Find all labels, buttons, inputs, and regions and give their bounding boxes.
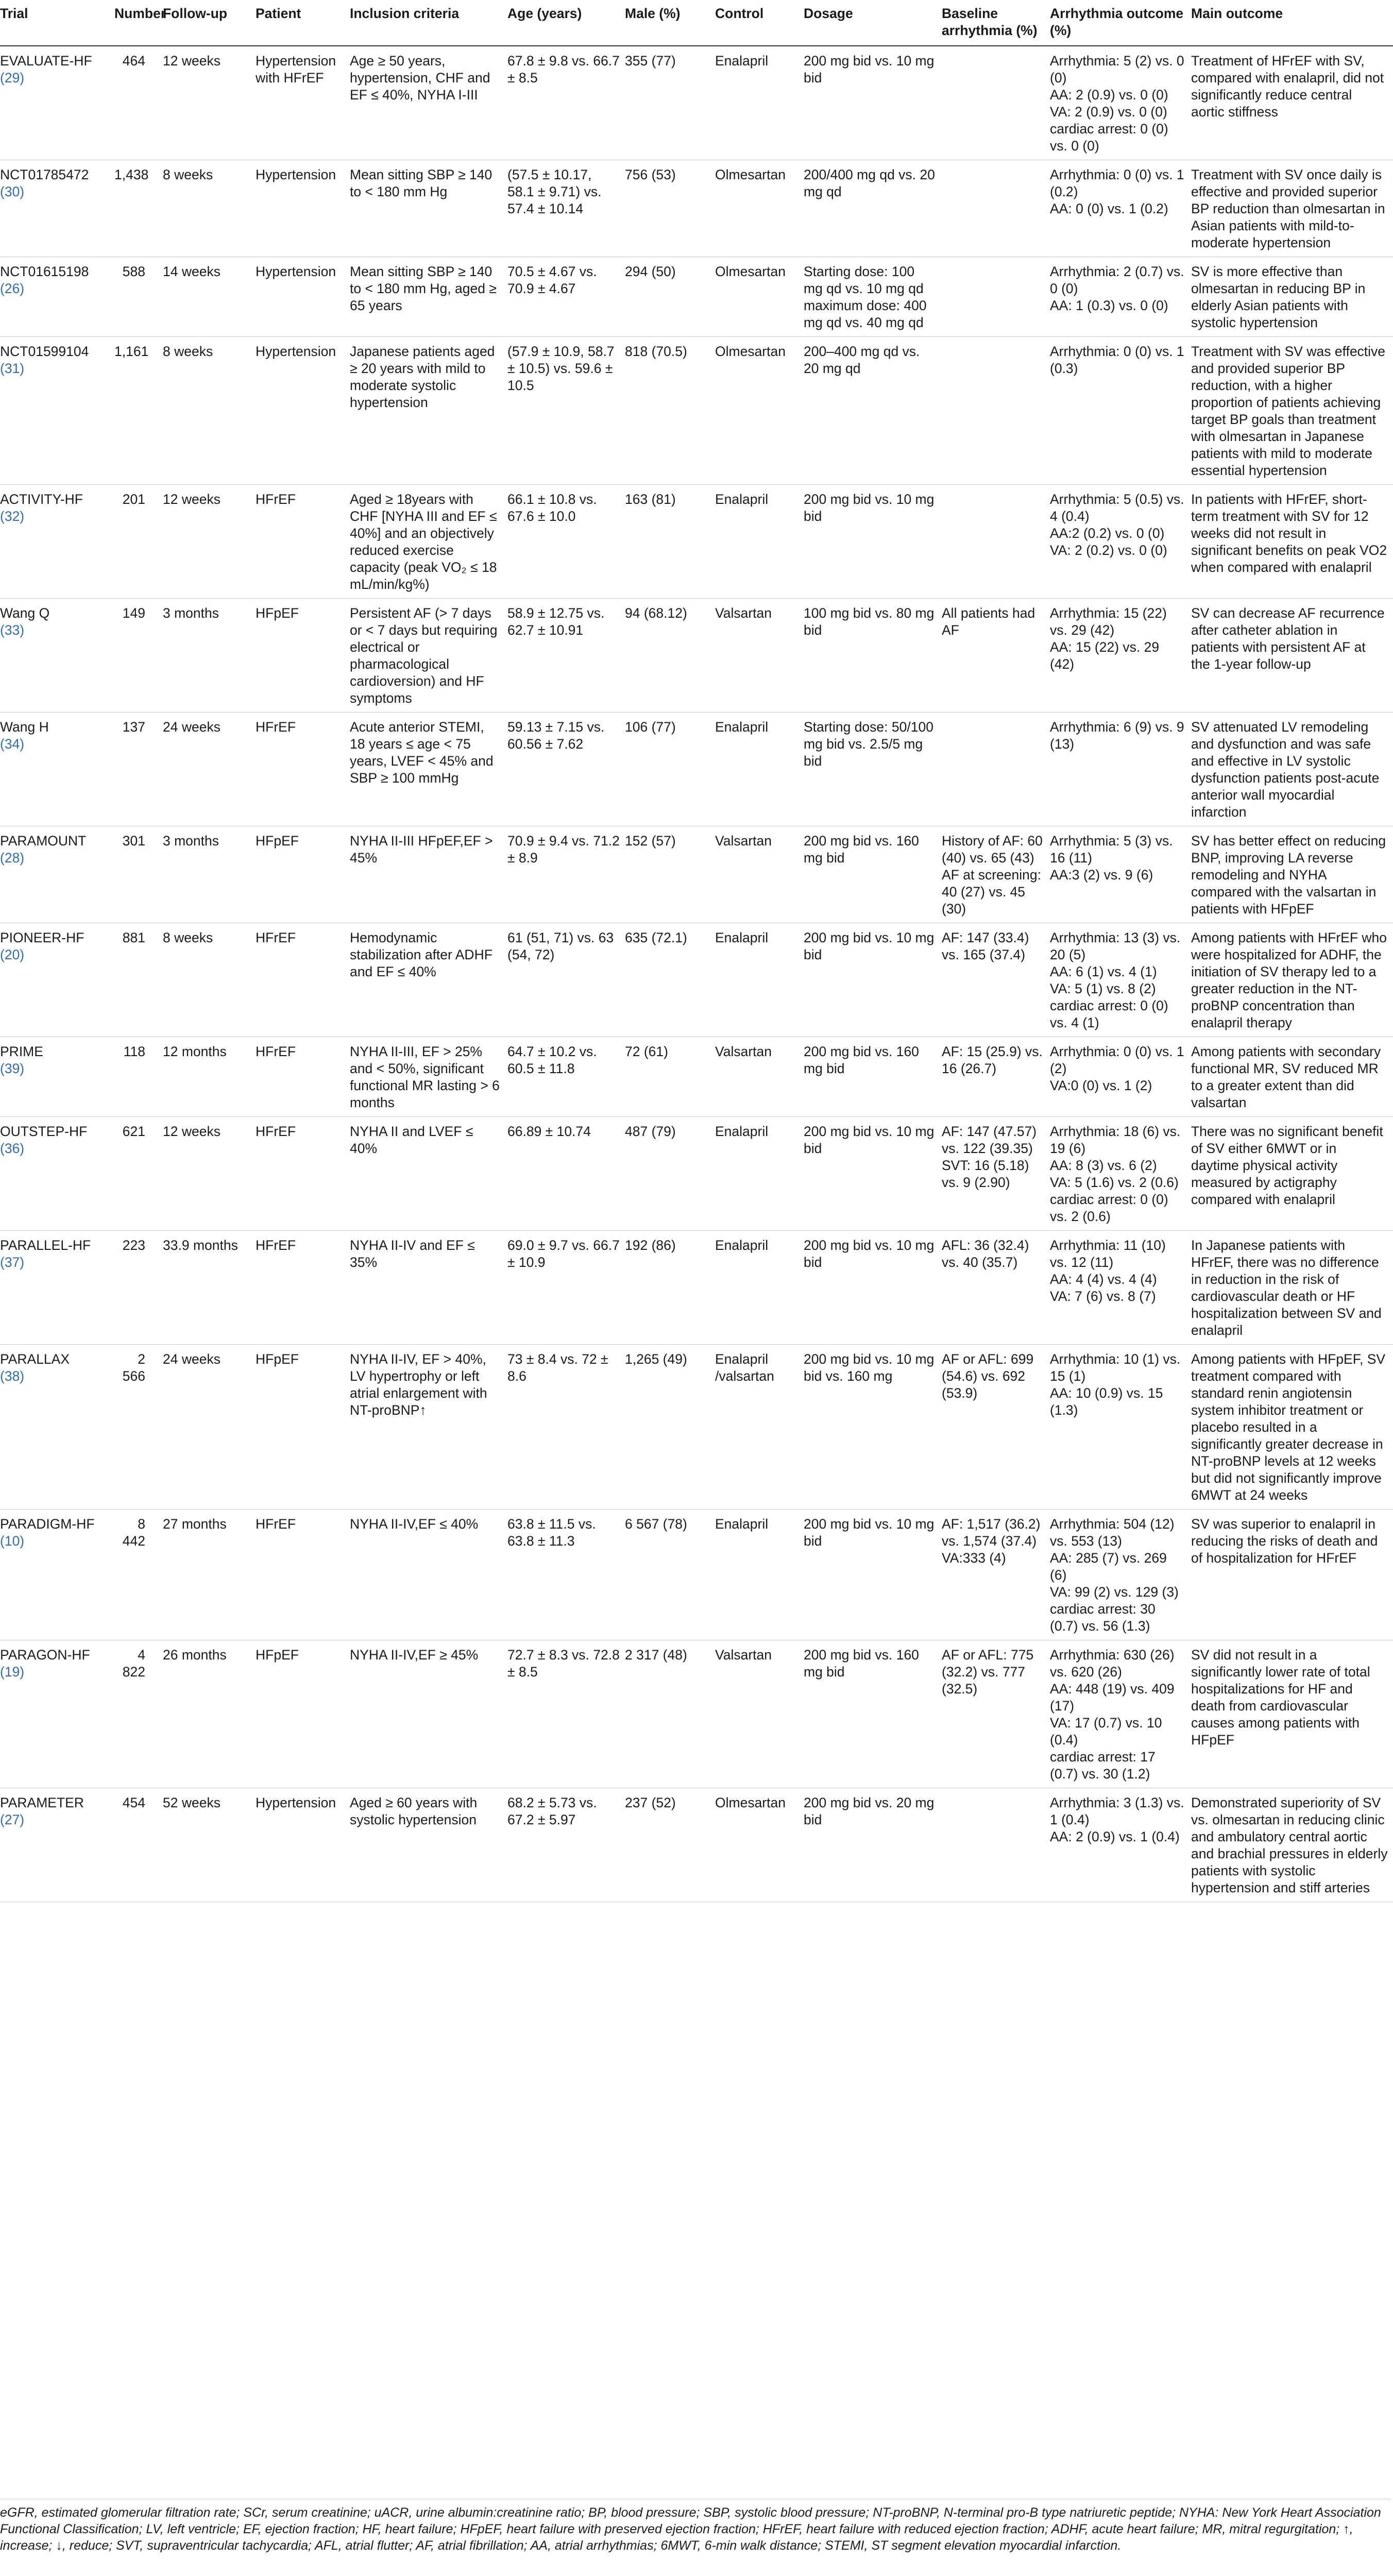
cell-arrhythmia-outcome: Arrhythmia: 0 (0) vs. 1 (0.3) <box>1050 337 1191 485</box>
trial-name: PARALLAX <box>0 1351 70 1367</box>
cell-age: 64.7 ± 10.2 vs. 60.5 ± 11.8 <box>507 1037 625 1117</box>
cell-arrhythmia-outcome: Arrhythmia: 5 (3) vs. 16 (11) AA:3 (2) vs. 9 (6) <box>1050 826 1191 923</box>
cell-arrhythmia-outcome: Arrhythmia: 6 (9) vs. 9 (13) <box>1050 713 1191 826</box>
cell-number: 4 822 <box>114 1640 163 1788</box>
cell-baseline-arrhythmia <box>942 160 1050 257</box>
cell-follow-up: 12 weeks <box>163 46 256 160</box>
cell-follow-up: 52 weeks <box>163 1788 256 1902</box>
cell-patient: HFrEF <box>256 923 350 1037</box>
cell-number: 454 <box>114 1788 163 1902</box>
cell-control: Olmesartan <box>715 160 804 257</box>
reference-link[interactable]: (10) <box>0 1533 25 1549</box>
cell-number: 223 <box>114 1231 163 1345</box>
cell-patient: Hypertension <box>256 1788 350 1902</box>
cell-patient: HFpEF <box>256 1345 350 1510</box>
cell-patient: HFpEF <box>256 826 350 923</box>
cell-patient: HFpEF <box>256 599 350 713</box>
cell-inclusion-criteria: NYHA II-III, EF > 25% and < 50%, significant functional MR lasting > 6 months <box>350 1037 507 1117</box>
cell-trial <box>0 1640 114 1788</box>
cell-male: 294 (50) <box>625 257 715 337</box>
cell-trial <box>0 713 114 826</box>
cell-trial <box>0 1788 114 1902</box>
cell-dosage: 200 mg bid vs. 10 mg bid <box>804 46 942 160</box>
cell-control: Enalapril <box>715 485 804 599</box>
cell-inclusion-criteria: NYHA II-IV,EF ≤ 40% <box>350 1510 507 1640</box>
cell-inclusion-criteria: Persistent AF (> 7 days or < 7 days but requiring electrical or pharmacological cardioversion) and HF symptoms <box>350 599 507 713</box>
cell-follow-up: 8 weeks <box>163 923 256 1037</box>
cell-follow-up: 3 months <box>163 599 256 713</box>
cell-arrhythmia-outcome: Arrhythmia: 504 (12) vs. 553 (13) AA: 285 (7) vs. 269 (6) VA: 99 (2) vs. 129 (3) cardiac arrest: 30 (0.7) vs. 56 (1.3) <box>1050 1510 1191 1640</box>
cell-baseline-arrhythmia: AF or AFL: 699 (54.6) vs. 692 (53.9) <box>942 1345 1050 1510</box>
table-footnote: eGFR, estimated glomerular filtration rate; SCr, serum creatinine; uACR, urine albumin:creatinine ratio; BP, blood pressure; SBP, systolic blood pressure; NT-proBNP, N-terminal pro-B type natriuretic peptide; NYHA: New York Heart Association Functional Classification; LV, left ventricle; EF, ejection fraction; HF, heart failure; HFpEF, heart failure with preserved ejection fraction; HFrEF, heart failure with reduced ejection fraction; ADHF, acute heart failure; MR, mitral regurgitation; ↑, increase; ↓, reduce; SVT, supraventricular tachycardia; AFL, atrial flutter; AF, atrial fibrillation; AA, atrial arrhythmias; 6MWT, 6-min walk distance; STEMI, ST segment elevation myocardial infarction. <box>0 2499 1391 2554</box>
cell-control: Valsartan <box>715 599 804 713</box>
cell-trial <box>0 257 114 337</box>
cell-age: (57.5 ± 10.17, 58.1 ± 9.71) vs. 57.4 ± 10.14 <box>507 160 625 257</box>
reference-link[interactable]: (34) <box>0 736 25 752</box>
cell-number: 464 <box>114 46 163 160</box>
reference-link[interactable]: (31) <box>0 361 25 376</box>
cell-follow-up: 12 weeks <box>163 1117 256 1231</box>
cell-control: Enalapril <box>715 713 804 826</box>
reference-link[interactable]: (37) <box>0 1255 25 1270</box>
cell-patient: HFrEF <box>256 1510 350 1640</box>
cell-number: 8 442 <box>114 1510 163 1640</box>
cell-age: 72.7 ± 8.3 vs. 72.8 ± 8.5 <box>507 1640 625 1788</box>
cell-follow-up: 8 weeks <box>163 160 256 257</box>
cell-dosage: 200 mg bid vs. 160 mg bid <box>804 1640 942 1788</box>
trial-name: Wang Q <box>0 605 50 621</box>
cell-main-outcome: SV can decrease AF recurrence after catheter ablation in patients with persistent AF at the 1-year follow-up <box>1191 599 1393 713</box>
cell-number: 1,161 <box>114 337 163 485</box>
cell-main-outcome: Among patients with secondary functional MR, SV reduced MR to a greater extent than did valsartan <box>1191 1037 1393 1117</box>
cell-control: Enalapril <box>715 46 804 160</box>
cell-trial <box>0 46 114 160</box>
cell-patient: Hypertension <box>256 257 350 337</box>
cell-control: Enalapril /valsartan <box>715 1345 804 1510</box>
trial-name: PARADIGM-HF <box>0 1516 95 1532</box>
trial-name: NCT01615198 <box>0 264 89 279</box>
cell-control: Valsartan <box>715 1640 804 1788</box>
cell-patient: HFpEF <box>256 1640 350 1788</box>
cell-dosage: 200 mg bid vs. 10 mg bid <box>804 485 942 599</box>
cell-arrhythmia-outcome: Arrhythmia: 2 (0.7) vs. 0 (0) AA: 1 (0.3) vs. 0 (0) <box>1050 257 1191 337</box>
table-row <box>0 257 1393 337</box>
cell-male: 818 (70.5) <box>625 337 715 485</box>
cell-arrhythmia-outcome: Arrhythmia: 15 (22) vs. 29 (42) AA: 15 (22) vs. 29 (42) <box>1050 599 1191 713</box>
cell-control: Olmesartan <box>715 257 804 337</box>
header-baseline-arrhythmia: Baseline arrhythmia (%) <box>942 0 1050 46</box>
reference-link[interactable]: (19) <box>0 1664 25 1680</box>
cell-age: 66.1 ± 10.8 vs. 67.6 ± 10.0 <box>507 485 625 599</box>
cell-control: Enalapril <box>715 1231 804 1345</box>
cell-arrhythmia-outcome: Arrhythmia: 3 (1.3) vs. 1 (0.4) AA: 2 (0.9) vs. 1 (0.4) <box>1050 1788 1191 1902</box>
reference-link[interactable]: (27) <box>0 1812 25 1827</box>
cell-dosage: 200 mg bid vs. 20 mg bid <box>804 1788 942 1902</box>
table-row <box>0 1117 1393 1231</box>
header-control: Control <box>715 0 804 46</box>
cell-male: 72 (61) <box>625 1037 715 1117</box>
cell-control: Enalapril <box>715 923 804 1037</box>
cell-dosage: Starting dose: 100 mg qd vs. 10 mg qd maximum dose: 400 mg qd vs. 40 mg qd <box>804 257 942 337</box>
cell-baseline-arrhythmia: All patients had AF <box>942 599 1050 713</box>
trial-name: PARAGON-HF <box>0 1647 90 1663</box>
table-row <box>0 1510 1393 1640</box>
cell-control: Olmesartan <box>715 1788 804 1902</box>
cell-number: 588 <box>114 257 163 337</box>
reference-link[interactable]: (36) <box>0 1141 25 1156</box>
cell-patient: HFrEF <box>256 1037 350 1117</box>
cell-male: 355 (77) <box>625 46 715 160</box>
cell-follow-up: 33.9 months <box>163 1231 256 1345</box>
cell-inclusion-criteria: Acute anterior STEMI, 18 years ≤ age < 75 years, LVEF < 45% and SBP ≥ 100 mmHg <box>350 713 507 826</box>
cell-main-outcome: Treatment with SV once daily is effective and provided superior BP reduction than olmesartan in Asian patients with mild-to-moderate hypertension <box>1191 160 1393 257</box>
cell-baseline-arrhythmia <box>942 1788 1050 1902</box>
cell-dosage: 200 mg bid vs. 10 mg bid <box>804 1510 942 1640</box>
cell-follow-up: 12 weeks <box>163 485 256 599</box>
cell-arrhythmia-outcome: Arrhythmia: 13 (3) vs. 20 (5) AA: 6 (1) vs. 4 (1) VA: 5 (1) vs. 8 (2) cardiac arrest: 0 (0) vs. 4 (1) <box>1050 923 1191 1037</box>
header-male: Male (%) <box>625 0 715 46</box>
trial-name: NCT01785472 <box>0 167 89 182</box>
cell-age: (57.9 ± 10.9, 58.7 ± 10.5) vs. 59.6 ± 10.5 <box>507 337 625 485</box>
cell-patient: Hypertension <box>256 337 350 485</box>
reference-link[interactable]: (38) <box>0 1368 25 1384</box>
cell-inclusion-criteria: Aged ≥ 18years with CHF [NYHA III and EF ≤ 40%] and an objectively reduced exercise capacity (peak VO₂ ≤ 18 mL/min/kg%) <box>350 485 507 599</box>
cell-follow-up: 8 weeks <box>163 337 256 485</box>
cell-male: 237 (52) <box>625 1788 715 1902</box>
cell-age: 58.9 ± 12.75 vs. 62.7 ± 10.91 <box>507 599 625 713</box>
table-row <box>0 485 1393 599</box>
cell-dosage: 200–400 mg qd vs. 20 mg qd <box>804 337 942 485</box>
cell-age: 59.13 ± 7.15 vs. 60.56 ± 7.62 <box>507 713 625 826</box>
cell-baseline-arrhythmia: AF: 147 (47.57) vs. 122 (39.35) SVT: 16 (5.18) vs. 9 (2.90) <box>942 1117 1050 1231</box>
table-row <box>0 1231 1393 1345</box>
trial-name: PIONEER-HF <box>0 930 84 945</box>
cell-number: 301 <box>114 826 163 923</box>
cell-dosage: 200 mg bid vs. 160 mg bid <box>804 1037 942 1117</box>
cell-male: 2 317 (48) <box>625 1640 715 1788</box>
trial-name: Wang H <box>0 719 49 735</box>
cell-patient: Hypertension with HFrEF <box>256 46 350 160</box>
cell-trial <box>0 1510 114 1640</box>
cell-inclusion-criteria: NYHA II and LVEF ≤ 40% <box>350 1117 507 1231</box>
reference-link[interactable]: (29) <box>0 70 25 86</box>
cell-dosage: 200/400 mg qd vs. 20 mg qd <box>804 160 942 257</box>
cell-main-outcome: In patients with HFrEF, short-term treatment with SV for 12 weeks did not result in significant benefits on peak VO2 when compared with enalapril <box>1191 485 1393 599</box>
cell-male: 152 (57) <box>625 826 715 923</box>
cell-inclusion-criteria: NYHA II-IV and EF ≤ 35% <box>350 1231 507 1345</box>
cell-age: 61 (51, 71) vs. 63 (54, 72) <box>507 923 625 1037</box>
cell-male: 6 567 (78) <box>625 1510 715 1640</box>
table-row <box>0 1788 1393 1902</box>
cell-arrhythmia-outcome: Arrhythmia: 0 (0) vs. 1 (2) VA:0 (0) vs. 1 (2) <box>1050 1037 1191 1117</box>
trial-name: PARAMETER <box>0 1795 84 1810</box>
header-age: Age (years) <box>507 0 625 46</box>
cell-follow-up: 12 months <box>163 1037 256 1117</box>
cell-main-outcome: SV did not result in a significantly lower rate of total hospitalizations for HF and death from cardiovascular causes among patients with HFpEF <box>1191 1640 1393 1788</box>
cell-main-outcome: SV is more effective than olmesartan in reducing BP in elderly Asian patients with systolic hypertension <box>1191 257 1393 337</box>
cell-patient: HFrEF <box>256 713 350 826</box>
cell-patient: HFrEF <box>256 1117 350 1231</box>
trial-name: NCT01599104 <box>0 344 89 359</box>
cell-trial <box>0 923 114 1037</box>
cell-main-outcome: SV has better effect on reducing BNP, improving LA reverse remodeling and NYHA compared with the valsartan in patients with HFpEF <box>1191 826 1393 923</box>
cell-main-outcome: Treatment with SV was effective and provided superior BP reduction, with a higher proportion of patients achieving target BP goals than treatment with olmesartan in Japanese patients with mild to moderate essential hypertension <box>1191 337 1393 485</box>
cell-male: 106 (77) <box>625 713 715 826</box>
cell-male: 487 (79) <box>625 1117 715 1231</box>
cell-dosage: 200 mg bid vs. 10 mg bid <box>804 923 942 1037</box>
cell-inclusion-criteria: Mean sitting SBP ≥ 140 to < 180 mm Hg <box>350 160 507 257</box>
cell-trial <box>0 1345 114 1510</box>
cell-dosage: 100 mg bid vs. 80 mg bid <box>804 599 942 713</box>
table-row <box>0 713 1393 826</box>
cell-trial <box>0 826 114 923</box>
cell-dosage: 200 mg bid vs. 160 mg bid <box>804 826 942 923</box>
cell-arrhythmia-outcome: Arrhythmia: 5 (0.5) vs. 4 (0.4) AA:2 (0.2) vs. 0 (0) VA: 2 (0.2) vs. 0 (0) <box>1050 485 1191 599</box>
cell-trial <box>0 1117 114 1231</box>
reference-link[interactable]: (32) <box>0 509 25 524</box>
cell-dosage: 200 mg bid vs. 10 mg bid <box>804 1231 942 1345</box>
cell-age: 73 ± 8.4 vs. 72 ± 8.6 <box>507 1345 625 1510</box>
cell-inclusion-criteria: Age ≥ 50 years, hypertension, CHF and EF ≤ 40%, NYHA I-III <box>350 46 507 160</box>
cell-patient: HFrEF <box>256 1231 350 1345</box>
cell-age: 66.89 ± 10.74 <box>507 1117 625 1231</box>
cell-male: 1,265 (49) <box>625 1345 715 1510</box>
cell-number: 1,438 <box>114 160 163 257</box>
table-body <box>0 46 1393 1902</box>
cell-baseline-arrhythmia: AF: 15 (25.9) vs. 16 (26.7) <box>942 1037 1050 1117</box>
cell-arrhythmia-outcome: Arrhythmia: 630 (26) vs. 620 (26) AA: 448 (19) vs. 409 (17) VA: 17 (0.7) vs. 10 (0.4) cardiac arrest: 17 (0.7) vs. 30 (1.2) <box>1050 1640 1191 1788</box>
cell-number: 201 <box>114 485 163 599</box>
table-row <box>0 46 1393 160</box>
cell-trial <box>0 1037 114 1117</box>
cell-arrhythmia-outcome: Arrhythmia: 5 (2) vs. 0 (0) AA: 2 (0.9) vs. 0 (0) VA: 2 (0.9) vs. 0 (0) cardiac arrest: 0 (0) vs. 0 (0) <box>1050 46 1191 160</box>
header-arrhythmia-outcome: Arrhythmia outcome (%) <box>1050 0 1191 46</box>
cell-dosage: Starting dose: 50/100 mg bid vs. 2.5/5 mg bid <box>804 713 942 826</box>
cell-male: 635 (72.1) <box>625 923 715 1037</box>
header-patient: Patient <box>256 0 350 46</box>
header-number: Number <box>114 0 163 46</box>
cell-arrhythmia-outcome: Arrhythmia: 18 (6) vs. 19 (6) AA: 8 (3) vs. 6 (2) VA: 5 (1.6) vs. 2 (0.6) cardiac arrest: 0 (0) vs. 2 (0.6) <box>1050 1117 1191 1231</box>
table-row <box>0 337 1393 485</box>
cell-male: 163 (81) <box>625 485 715 599</box>
cell-male: 756 (53) <box>625 160 715 257</box>
table-row <box>0 1345 1393 1510</box>
cell-arrhythmia-outcome: Arrhythmia: 11 (10) vs. 12 (11) AA: 4 (4) vs. 4 (4) VA: 7 (6) vs. 8 (7) <box>1050 1231 1191 1345</box>
table-header-row <box>0 0 1393 46</box>
cell-baseline-arrhythmia <box>942 257 1050 337</box>
cell-trial <box>0 337 114 485</box>
header-main-outcome: Main outcome <box>1191 0 1393 46</box>
cell-main-outcome: Treatment of HFrEF with SV, compared with enalapril, did not significantly reduce central aortic stiffness <box>1191 46 1393 160</box>
cell-number: 137 <box>114 713 163 826</box>
cell-number: 621 <box>114 1117 163 1231</box>
trial-name: ACTIVITY-HF <box>0 492 83 507</box>
cell-control: Valsartan <box>715 826 804 923</box>
table-row <box>0 1640 1393 1788</box>
trial-name: PRIME <box>0 1044 43 1059</box>
cell-trial <box>0 1231 114 1345</box>
cell-age: 69.0 ± 9.7 vs. 66.7 ± 10.9 <box>507 1231 625 1345</box>
cell-dosage: 200 mg bid vs. 10 mg bid vs. 160 mg <box>804 1345 942 1510</box>
reference-link[interactable]: (20) <box>0 947 25 962</box>
cell-main-outcome: Demonstrated superiority of SV vs. olmesartan in reducing clinic and ambulatory central aortic and brachial pressures in elderly patients with systolic hypertension and stiff arteries <box>1191 1788 1393 1902</box>
trial-name: PARAMOUNT <box>0 833 87 849</box>
cell-arrhythmia-outcome: Arrhythmia: 0 (0) vs. 1 (0.2) AA: 0 (0) vs. 1 (0.2) <box>1050 160 1191 257</box>
cell-baseline-arrhythmia: AF or AFL: 775 (32.2) vs. 777 (32.5) <box>942 1640 1050 1788</box>
cell-male: 94 (68.12) <box>625 599 715 713</box>
cell-male: 192 (86) <box>625 1231 715 1345</box>
reference-link[interactable]: (26) <box>0 281 25 296</box>
trial-name: PARALLEL-HF <box>0 1238 91 1253</box>
cell-number: 118 <box>114 1037 163 1117</box>
cell-follow-up: 27 months <box>163 1510 256 1640</box>
cell-age: 70.5 ± 4.67 vs. 70.9 ± 4.67 <box>507 257 625 337</box>
cell-inclusion-criteria: Mean sitting SBP ≥ 140 to < 180 mm Hg, aged ≥ 65 years <box>350 257 507 337</box>
table-row <box>0 826 1393 923</box>
cell-baseline-arrhythmia: AFL: 36 (32.4) vs. 40 (35.7) <box>942 1231 1050 1345</box>
reference-link[interactable]: (30) <box>0 184 25 199</box>
cell-control: Valsartan <box>715 1037 804 1117</box>
cell-follow-up: 24 weeks <box>163 713 256 826</box>
cell-trial <box>0 599 114 713</box>
cell-follow-up: 14 weeks <box>163 257 256 337</box>
cell-main-outcome: There was no significant benefit of SV either 6MWT or in daytime physical activity measured by actigraphy compared with enalapril <box>1191 1117 1393 1231</box>
cell-inclusion-criteria: Hemodynamic stabilization after ADHF and EF ≤ 40% <box>350 923 507 1037</box>
cell-patient: HFrEF <box>256 485 350 599</box>
cell-patient: Hypertension <box>256 160 350 257</box>
cell-inclusion-criteria: Aged ≥ 60 years with systolic hypertension <box>350 1788 507 1902</box>
cell-inclusion-criteria: NYHA II-III HFpEF,EF > 45% <box>350 826 507 923</box>
cell-number: 149 <box>114 599 163 713</box>
cell-age: 67.8 ± 9.8 vs. 66.7 ± 8.5 <box>507 46 625 160</box>
cell-baseline-arrhythmia: AF: 1,517 (36.2) vs. 1,574 (37.4) VA:333 (4) <box>942 1510 1050 1640</box>
reference-link[interactable]: (28) <box>0 850 25 866</box>
table-row <box>0 923 1393 1037</box>
cell-main-outcome: SV attenuated LV remodeling and dysfunction and was safe and effective in LV systolic dysfunction patients post-acute anterior wall myocardial infarction <box>1191 713 1393 826</box>
table-row <box>0 160 1393 257</box>
cell-number: 881 <box>114 923 163 1037</box>
cell-control: Olmesartan <box>715 337 804 485</box>
header-follow-up: Follow-up <box>163 0 256 46</box>
cell-main-outcome: Among patients with HFrEF who were hospitalized for ADHF, the initiation of SV therapy led to a greater reduction in the NT-proBNP concentration than enalapril therapy <box>1191 923 1393 1037</box>
header-dosage: Dosage <box>804 0 942 46</box>
cell-trial <box>0 160 114 257</box>
cell-follow-up: 3 months <box>163 826 256 923</box>
cell-baseline-arrhythmia: History of AF: 60 (40) vs. 65 (43) AF at screening: 40 (27) vs. 45 (30) <box>942 826 1050 923</box>
cell-number: 2 566 <box>114 1345 163 1510</box>
cell-inclusion-criteria: NYHA II-IV,EF ≥ 45% <box>350 1640 507 1788</box>
cell-age: 70.9 ± 9.4 vs. 71.2 ± 8.9 <box>507 826 625 923</box>
cell-baseline-arrhythmia <box>942 713 1050 826</box>
cell-follow-up: 26 months <box>163 1640 256 1788</box>
cell-baseline-arrhythmia: AF: 147 (33.4) vs. 165 (37.4) <box>942 923 1050 1037</box>
cell-age: 63.8 ± 11.5 vs. 63.8 ± 11.3 <box>507 1510 625 1640</box>
cell-baseline-arrhythmia <box>942 337 1050 485</box>
cell-follow-up: 24 weeks <box>163 1345 256 1510</box>
trial-name: OUTSTEP-HF <box>0 1124 88 1139</box>
cell-trial <box>0 485 114 599</box>
cell-main-outcome: In Japanese patients with HFrEF, there was no difference in reduction in the risk of cardiovascular death or HF hospitalization between SV and enalapril <box>1191 1231 1393 1345</box>
cell-dosage: 200 mg bid vs. 10 mg bid <box>804 1117 942 1231</box>
cell-age: 68.2 ± 5.73 vs. 67.2 ± 5.97 <box>507 1788 625 1902</box>
reference-link[interactable]: (39) <box>0 1061 25 1076</box>
table-row <box>0 1037 1393 1117</box>
cell-control: Enalapril <box>715 1117 804 1231</box>
header-inclusion-criteria: Inclusion criteria <box>350 0 507 46</box>
table-row <box>0 599 1393 713</box>
cell-main-outcome: SV was superior to enalapril in reducing the risks of death and of hospitalization for HFrEF <box>1191 1510 1393 1640</box>
reference-link[interactable]: (33) <box>0 622 25 638</box>
cell-inclusion-criteria: NYHA II-IV, EF > 40%, LV hypertrophy or left atrial enlargement with NT-proBNP↑ <box>350 1345 507 1510</box>
cell-main-outcome: Among patients with HFpEF, SV treatment compared with standard renin angiotensin system inhibitor treatment or placebo resulted in a significantly greater decrease in NT-proBNP levels at 12 weeks but did not significantly improve 6MWT at 24 weeks <box>1191 1345 1393 1510</box>
cell-baseline-arrhythmia <box>942 485 1050 599</box>
header-trial: Trial <box>0 0 114 46</box>
trial-name: EVALUATE-HF <box>0 53 92 69</box>
cell-inclusion-criteria: Japanese patients aged ≥ 20 years with mild to moderate systolic hypertension <box>350 337 507 485</box>
cell-baseline-arrhythmia <box>942 46 1050 160</box>
cell-arrhythmia-outcome: Arrhythmia: 10 (1) vs. 15 (1) AA: 10 (0.9) vs. 15 (1.3) <box>1050 1345 1191 1510</box>
cell-control: Enalapril <box>715 1510 804 1640</box>
